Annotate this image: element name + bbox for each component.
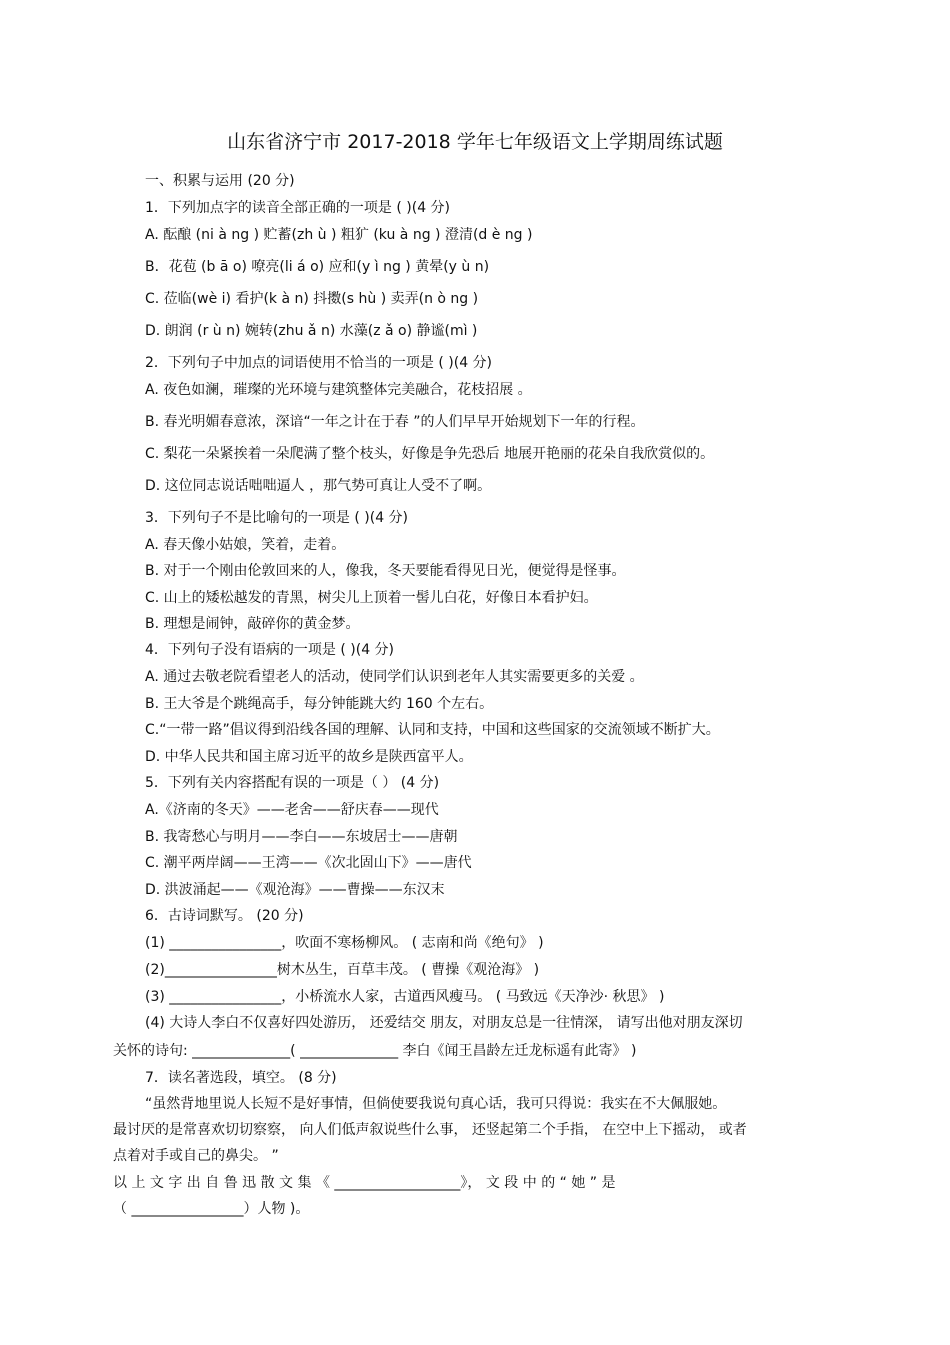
q2-option-c: C. 梨花一朵紧挨着一朵爬满了整个枝头，好像是争先恐后 地展开艳丽的花朵自我欣赏似的。	[145, 446, 715, 462]
q6-item-1: (1) ________________，吹面不寒杨柳风。 ( 志南和尚《绝句》 )	[145, 935, 544, 951]
q7-passage-line-1: “虽然背地里说人长短不是好事情，但倘使要我说句真心话，我可只得说：我实在不大佩服她。	[145, 1096, 727, 1112]
q5-option-b: B. 我寄愁心与明月——李白——东坡居士——唐朝	[145, 829, 458, 845]
question-5: 5．下列有关内容搭配有误的一项是（ ） (4 分)	[145, 775, 440, 791]
section-heading: 一、积累与运用 (20 分)	[145, 173, 295, 189]
q7-blank-line-2: （ ________________）人物 )。	[113, 1201, 310, 1217]
q4-option-d: D. 中华人民共和国主席习近平的故乡是陕西富平人。	[145, 749, 473, 765]
question-3: 3．下列句子不是比喻句的一项是 ( )(4 分)	[145, 510, 409, 526]
question-4: 4．下列句子没有语病的一项是 ( )(4 分)	[145, 642, 395, 658]
q2-option-b: B. 春光明媚春意浓，深谙“一年之计在于春 ”的人们早早开始规划下一年的行程。	[145, 414, 645, 430]
q6-item-4: (4) 大诗人李白不仅喜好四处游历， 还爱结交 朋友，对朋友总是一往情深， 请写出他对朋友深切	[145, 1015, 743, 1031]
question-2: 2．下列句子中加点的词语使用不恰当的一项是 ( )(4 分)	[145, 355, 493, 371]
q2-option-a: A. 夜色如澜，璀璨的光环境与建筑整体完美融合，花枝招展 。	[145, 382, 532, 398]
q1-option-a: A. 酝酿 (ni à ng ) 贮蓄(zh ù ) 粗犷 (ku à ng ) 澄清(d è ng )	[145, 227, 533, 243]
q7-blank-line-1: 以 上 文 字 出 自 鲁 迅 散 文 集 《 __________________》， 文 段 中 的 “ 她 ” 是	[113, 1175, 616, 1191]
q3-option-a: A. 春天像小姑娘，笑着，走着。	[145, 537, 346, 553]
q3-option-d: B. 理想是闹钟，敲碎你的黄金梦。	[145, 616, 360, 632]
q4-option-c: C.“一带一路”倡议得到沿线各国的理解、认同和支持，中国和这些国家的交流领域不断扩大。	[145, 722, 720, 738]
q6-item-3: (3) ________________，小桥流水人家，古道西风瘦马。 ( 马致远《天净沙· 秋思》 )	[145, 989, 665, 1005]
q1-option-d: D. 朗润 (r ù n) 婉转(zhu ǎ n) 水藻(z ǎ o) 静谧(mì )	[145, 323, 478, 339]
q6-item-4-cont: 关怀的诗句: ______________( ______________ 李白《闻王昌龄左迁龙标遥有此寄》 )	[113, 1043, 637, 1059]
q2-option-d: D. 这位同志说话咄咄逼人 ，那气势可真让人受不了啊。	[145, 478, 492, 494]
q3-option-b: B. 对于一个刚由伦敦回来的人，像我，冬天要能看得见日光，便觉得是怪事。	[145, 563, 626, 579]
q3-option-c: C. 山上的矮松越发的青黑，树尖儿上顶着一髻儿白花，好像日本看护妇。	[145, 590, 598, 606]
q5-option-c: C. 潮平两岸阔——王湾——《次北固山下》——唐代	[145, 855, 472, 871]
q7-passage-line-2: 最讨厌的是常喜欢切切察察， 向人们低声叙说些什么事， 还竖起第二个手指， 在空中上下摇动， 或者	[113, 1122, 747, 1138]
question-1: 1．下列加点字的读音全部正确的一项是 ( )(4 分)	[145, 200, 451, 216]
question-7: 7．读名著选段，填空。 (8 分)	[145, 1070, 337, 1086]
q5-option-a: A.《济南的冬天》——老舍——舒庆春——现代	[145, 802, 439, 818]
q5-option-d: D. 洪波涌起——《观沧海》——曹操——东汉末	[145, 882, 445, 898]
question-6: 6．古诗词默写。 (20 分)	[145, 908, 304, 924]
q4-option-a: A. 通过去敬老院看望老人的活动，使同学们认识到老年人其实需要更多的关爱 。	[145, 669, 644, 685]
q6-item-2: (2)________________树木丛生，百草丰茂。 ( 曹操《观沧海》 )	[145, 962, 540, 978]
q7-passage-line-3: 点着对手或自己的鼻尖。 ”	[113, 1148, 279, 1164]
q1-option-b: B．花苞 (b ā o) 嘹亮(li á o) 应和(y ì ng ) 黄晕(y ù n)	[145, 259, 490, 275]
q1-option-c: C. 莅临(wè i) 看护(k à n) 抖擞(s hù ) 卖弄(n ò ng )	[145, 291, 479, 307]
page-title: 山东省济宁市 2017-2018 学年七年级语文上学期周练试题	[227, 131, 723, 153]
q4-option-b: B. 王大爷是个跳绳高手，每分钟能跳大约 160 个左右。	[145, 696, 494, 712]
